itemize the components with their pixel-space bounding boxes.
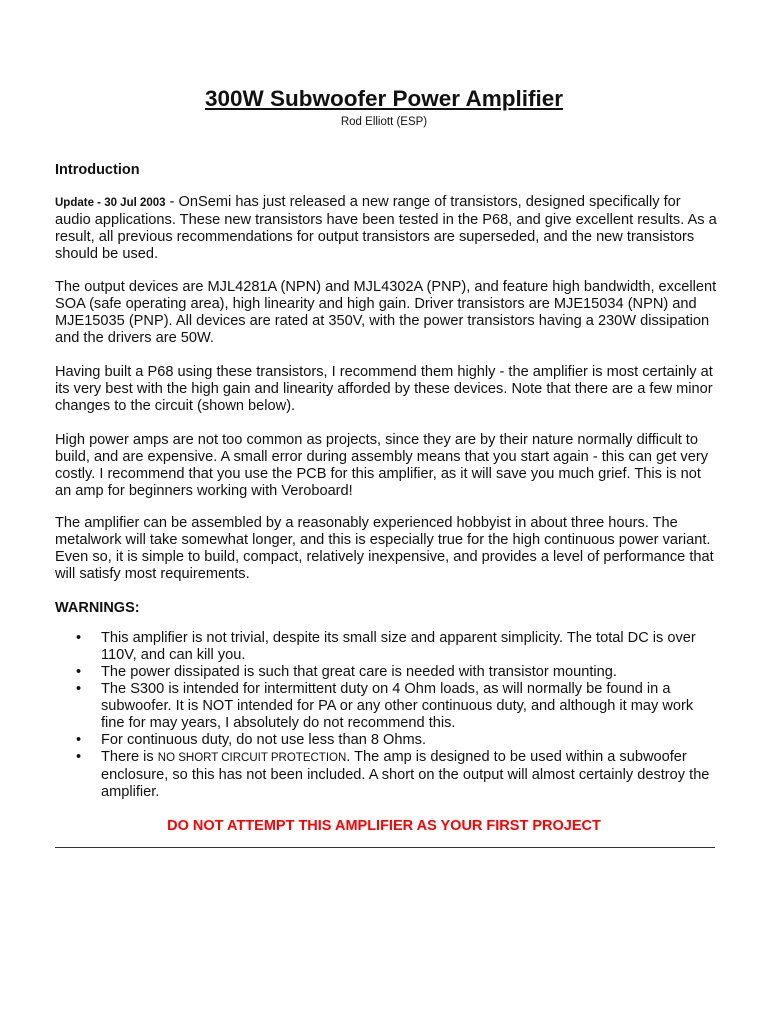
warning-text: For continuous duty, do not use less than 8 Ohms. — [101, 732, 427, 748]
warning-emphasis: NO SHORT CIRCUIT PROTECTION — [157, 752, 347, 764]
update-label: Update - 30 Jul 2003 — [55, 197, 166, 209]
paragraph-assembly: The amplifier can be assembled by a reasonably experienced hobbyist in about three hours. The metalwork will take somewhat longer, and this is especially true for the high continuous power variant. Even so, it is simple to build, compact, relatively inexpensive, and provides a level of performance that will satisfy most requirements. — [55, 515, 714, 582]
list-item — [55, 681, 720, 732]
danger-notice: DO NOT ATTEMPT THIS AMPLIFIER AS YOUR FIRST PROJECT — [167, 818, 601, 834]
list-item — [55, 749, 720, 801]
bullet-icon: • — [76, 732, 82, 748]
paragraph-output-devices: The output devices are MJL4281A (NPN) and MJL4302A (PNP), and feature high bandwidth, excellent SOA (safe operating area), high linearity and high gain. Driver transistors are MJE15034 (NPN) and MJE15035 (PNP). All devices are rated at 350V, with the power transistors having a 230W dissipation and the drivers are 50W. — [55, 279, 717, 346]
paragraph-high-power: High power amps are not too common as projects, since they are by their nature normally difficult to build, and are expensive. A small error during assembly means that you start again - this can get very costly. I recommend that you use the PCB for this amplifier, as it will save you much grief. This is not an amp for beginners working with Veroboard! — [55, 432, 708, 499]
warning-suffix: . The amp is designed to be used within a subwoofer enclosure, so this has not been included. A short on the output will almost certainly destroy the amplifier. — [101, 749, 710, 800]
list-item — [55, 664, 720, 681]
paragraph-p68: Having built a P68 using these transistors, I recommend them highly - the amplifier is most certainly at its very best with the high gain and linearity afforded by these devices. Note that there are a few minor changes to the circuit (shown below). — [55, 364, 713, 414]
warning-prefix: There is — [101, 749, 158, 765]
page-title: 300W Subwoofer Power Amplifier — [205, 86, 563, 111]
update-text: - OnSemi has just released a new range of transistors, designed specifically for audio applications. These new transistors have been tested in the P68, and give excellent results. As a result, all previous recommendations for output transistors are superseded, and the new transistors should be used. — [55, 194, 717, 262]
author-line: Rod Elliott (ESP) — [340, 116, 428, 128]
bullet-icon: • — [76, 681, 82, 697]
list-item — [55, 732, 720, 749]
warning-text: The power dissipated is such that great care is needed with transistor mounting. — [101, 664, 617, 680]
warning-text: The S300 is intended for intermittent duty on 4 Ohm loads, as will normally be found in a subwoofer. It is NOT intended for PA or any other continuous duty, and although it may work fine for may years, I absolutely do not recommend this. — [101, 681, 694, 731]
horizontal-divider — [55, 847, 715, 848]
bullet-icon: • — [76, 630, 82, 646]
warnings-list — [55, 630, 720, 801]
warnings-heading: WARNINGS: — [55, 600, 140, 616]
warning-text: This amplifier is not trivial, despite its small size and apparent simplicity. The total DC is over 110V, and can kill you. — [101, 630, 696, 663]
update-paragraph — [55, 194, 720, 263]
bullet-icon: • — [76, 664, 82, 680]
introduction-heading: Introduction — [55, 162, 140, 178]
list-item — [55, 630, 720, 664]
bullet-icon: • — [76, 749, 82, 765]
